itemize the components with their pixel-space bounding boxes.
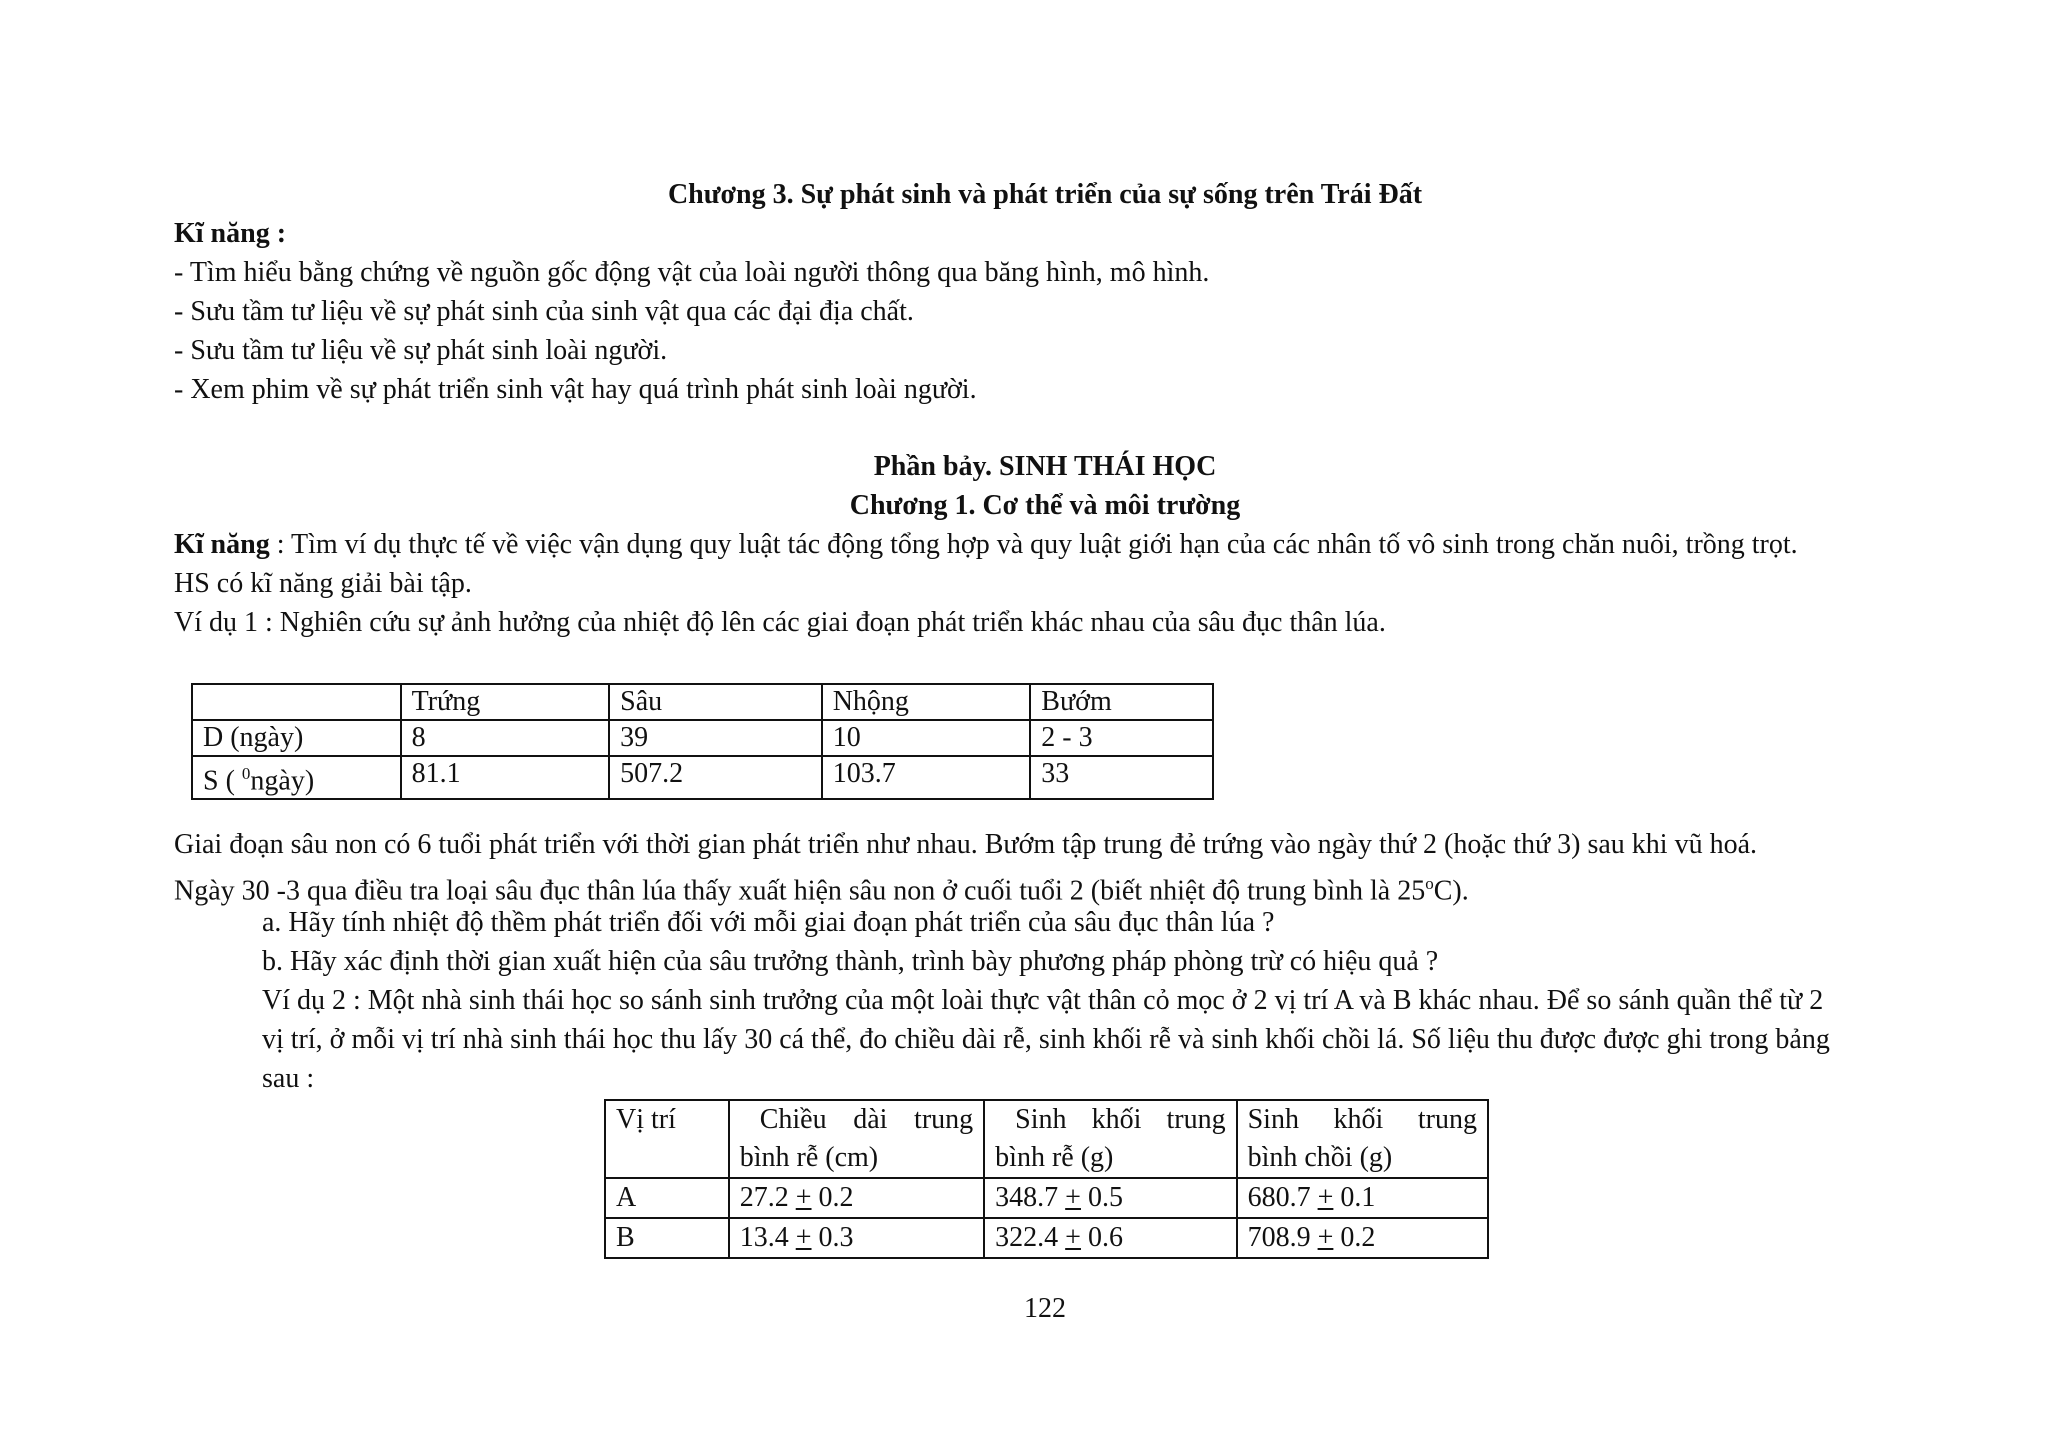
header-line: bình chồi (g): [1247, 1142, 1393, 1173]
part7-skill-label: Kĩ năng: [174, 529, 270, 560]
value: 348.7: [995, 1182, 1066, 1213]
chapter3-bullet-3: - Sưu tầm tư liệu về sự phát sinh loài người.: [174, 335, 668, 366]
value: 708.9: [1247, 1222, 1318, 1253]
table-header-cell: Nhộng: [822, 684, 1031, 720]
header-line: Vị trí: [616, 1104, 676, 1135]
table-header-cell: [192, 684, 401, 720]
table-cell: D (ngày): [192, 720, 401, 756]
table-cell: 103.7: [822, 756, 1031, 799]
problem-paragraph-2-text: Ngày 30 -3 qua điều tra loại sâu đục thân lúa thấy xuất hiện sâu non ở cuối tuổi 2 (biết nhiệt độ trung bình là 25: [174, 875, 1426, 907]
example-2-line-2: vị trí, ở mỗi vị trí nhà sinh thái học thu lấy 30 cá thể, đo chiều dài rễ, sinh khối rễ và sinh khối chồi lá. Số liệu thu được được ghi trong bảng: [262, 1024, 1830, 1055]
header-line: Sinh khối trung: [1247, 1104, 1477, 1135]
plus-minus: +: [1065, 1182, 1081, 1213]
table-row: [605, 1178, 1488, 1218]
table-cell: 507.2: [609, 756, 822, 799]
table-header-cell: [605, 1100, 729, 1178]
table-header-cell: [729, 1100, 984, 1178]
table-cell: 10: [822, 720, 1031, 756]
growth-comparison-table: [604, 1099, 1489, 1259]
part7-skill-paragraph: [174, 526, 1798, 564]
table-header-cell: [984, 1100, 1236, 1178]
table-cell: 81.1: [401, 756, 610, 799]
chapter3-bullet-2: - Sưu tầm tư liệu về sự phát sinh của sinh vật qua các đại địa chất.: [174, 296, 914, 327]
error: 0.2: [811, 1182, 854, 1213]
plus-minus: +: [1317, 1182, 1334, 1213]
table-row: [192, 756, 1213, 799]
table-row: [192, 720, 1213, 756]
value: 322.4: [995, 1222, 1066, 1253]
table-cell: [729, 1178, 984, 1218]
plus-minus: +: [795, 1222, 812, 1253]
table-cell: [984, 1218, 1236, 1258]
part7-title: Phần bảy. SINH THÁI HỌC: [873, 451, 1217, 482]
error: 0.6: [1080, 1222, 1123, 1253]
table-header-row: [192, 684, 1213, 720]
value: 680.7: [1247, 1182, 1318, 1213]
table-header-cell: [1237, 1100, 1488, 1178]
table-header-cell: Bướm: [1030, 684, 1213, 720]
plus-minus: +: [795, 1182, 812, 1213]
s-label: S (: [203, 765, 242, 797]
table-cell: 33: [1030, 756, 1213, 799]
error: 0.3: [811, 1222, 854, 1253]
table-cell: 39: [609, 720, 822, 756]
value: 13.4: [739, 1222, 796, 1253]
chapter3-bullet-1: - Tìm hiểu bằng chứng về nguồn gốc động vật của loài người thông qua băng hình, mô hình.: [174, 257, 1210, 288]
plus-minus: +: [1317, 1222, 1334, 1253]
part7-skill-text-2: HS có kĩ năng giải bài tập.: [174, 568, 472, 599]
question-a: a. Hãy tính nhiệt độ thềm phát triển đối với mỗi giai đoạn phát triển của sâu đục thân lúa ?: [262, 907, 1275, 938]
table-header-cell: Sâu: [609, 684, 822, 720]
example-1: Ví dụ 1 : Nghiên cứu sự ảnh hưởng của nhiệt độ lên các giai đoạn phát triển khác nhau của sâu đục thân lúa.: [174, 607, 1386, 638]
chapter3-skill-label: Kĩ năng :: [174, 218, 287, 249]
header-line: Sinh khối trung: [1015, 1104, 1226, 1135]
table-header-row: [605, 1100, 1488, 1178]
table-cell: [1237, 1218, 1488, 1258]
table-row: [605, 1218, 1488, 1258]
part7-chapter1-title: Chương 1. Cơ thể và môi trường: [849, 490, 1241, 521]
chapter3-title: Chương 3. Sự phát sinh và phát triển của sự sống trên Trái Đất: [667, 179, 1423, 210]
table-cell: A: [605, 1178, 729, 1218]
table-header-cell: Trứng: [401, 684, 610, 720]
table-cell: 8: [401, 720, 610, 756]
problem-paragraph-1: Giai đoạn sâu non có 6 tuổi phát triển với thời gian phát triển như nhau. Bướm tập trung đẻ trứng vào ngày thứ 2 (hoặc thứ 3) sau khi vũ hoá.: [174, 829, 1757, 860]
example-2-line-1: Ví dụ 2 : Một nhà sinh thái học so sánh sinh trưởng của một loài thực vật thân cỏ mọc ở 2 vị trí A và B khác nhau. Để so sánh quần thể từ 2: [262, 985, 1824, 1016]
error: 0.1: [1333, 1182, 1376, 1213]
error: 0.5: [1080, 1182, 1123, 1213]
table-cell: [1237, 1178, 1488, 1218]
page-number: 122: [1024, 1293, 1066, 1324]
value: 27.2: [739, 1182, 796, 1213]
header-line: Chiều dài trung: [759, 1104, 974, 1135]
table-cell: B: [605, 1218, 729, 1258]
s-degree-sup: 0: [241, 764, 251, 783]
table-cell: [192, 756, 401, 799]
example-2-line-3: sau :: [262, 1063, 315, 1094]
table-cell: [984, 1178, 1236, 1218]
plus-minus: +: [1065, 1222, 1081, 1253]
table-cell: [729, 1218, 984, 1258]
development-table: [191, 683, 1214, 800]
question-b: b. Hãy xác định thời gian xuất hiện của sâu trưởng thành, trình bày phương pháp phòng trừ có hiệu quả ?: [262, 946, 1439, 977]
part7-skill-text: : Tìm ví dụ thực tế về việc vận dụng quy luật tác động tổng hợp và quy luật giới hạn của các nhân tố vô sinh trong chăn nuôi, trồng trọt.: [269, 529, 1798, 560]
chapter3-bullet-4: - Xem phim về sự phát triển sinh vật hay quá trình phát sinh loài người.: [174, 374, 977, 405]
table-cell: 2 - 3: [1030, 720, 1213, 756]
s-label-tail: ngày): [250, 765, 315, 797]
error: 0.2: [1333, 1222, 1376, 1253]
problem-paragraph-2-tail: C).: [1433, 875, 1469, 907]
header-line: bình rễ (cm): [739, 1142, 879, 1173]
degree-sup: o: [1425, 874, 1434, 893]
header-line: bình rễ (g): [995, 1142, 1114, 1173]
